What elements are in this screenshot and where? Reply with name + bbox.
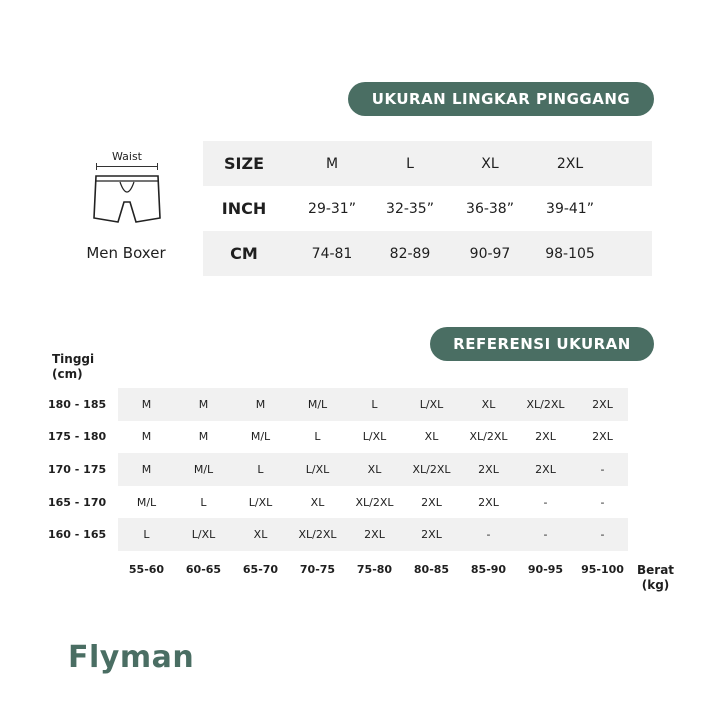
reference-table-row: [48, 421, 628, 454]
size-cell: 2XL: [421, 495, 442, 509]
size-cell: L: [200, 495, 207, 509]
waist-table-cell: 74-81: [311, 245, 353, 262]
height-axis-label-line1: Tinggi: [52, 352, 95, 366]
weight-range-label: 65-70: [242, 563, 279, 576]
size-cell: XL/2XL: [412, 462, 451, 476]
size-cell: 2XL: [535, 462, 556, 476]
waist-table-row: [203, 141, 652, 186]
size-cell: 2XL: [478, 495, 499, 509]
weight-axis-label-line1: Berat: [637, 563, 675, 577]
size-cell: L/XL: [419, 397, 444, 411]
waist-table-cell: M: [325, 155, 339, 172]
size-cell: 2XL: [364, 528, 385, 542]
waist-chart-title: UKURAN LINGKAR PINGGANG: [348, 82, 654, 116]
size-cell: M/L: [193, 462, 214, 476]
waist-row-label: INCH: [221, 199, 267, 218]
size-cell: M/L: [136, 495, 157, 509]
size-cell: -: [600, 495, 605, 509]
weight-range-label: 95-100: [581, 563, 624, 576]
waist-table-row: [203, 186, 652, 231]
size-cell: L/XL: [191, 528, 216, 542]
size-cell: XL/2XL: [526, 397, 565, 411]
weight-range-label: 85-90: [470, 563, 507, 576]
waist-table-cell: 82-89: [389, 245, 431, 262]
size-cell: L: [314, 430, 321, 444]
size-cell: -: [600, 528, 605, 542]
size-cell: 2XL: [535, 430, 556, 444]
size-cell: -: [486, 528, 491, 542]
size-cell: M: [141, 430, 152, 444]
reference-table-row: [48, 453, 628, 486]
size-cell: L: [143, 528, 150, 542]
size-cell: L/XL: [248, 495, 273, 509]
size-cell: L/XL: [362, 430, 387, 444]
size-cell: 2XL: [592, 430, 613, 444]
size-cell: XL: [367, 462, 382, 476]
size-cell: -: [543, 495, 548, 509]
waist-table-cell: XL: [481, 155, 499, 172]
waist-table-cell: L: [406, 155, 414, 172]
waist-table-cell: 2XL: [556, 155, 584, 172]
waist-table-row: [203, 231, 652, 276]
size-cell: XL/2XL: [355, 495, 394, 509]
weight-range-label: 55-60: [128, 563, 165, 576]
waist-table-cell: 39-41”: [546, 200, 594, 217]
waist-table-cell: 29-31”: [308, 200, 356, 217]
height-range-label: 180 - 185: [48, 397, 107, 411]
brand-logo: Flyman: [68, 640, 195, 675]
size-cell: 2XL: [478, 462, 499, 476]
waist-table-cell: 98-105: [545, 245, 595, 262]
size-cell: M/L: [250, 430, 271, 444]
size-cell: 2XL: [421, 528, 442, 542]
waist-measure-line: [96, 166, 158, 167]
height-axis-label-line2: (cm): [52, 367, 83, 381]
weight-axis-label-line2: (kg): [641, 578, 670, 592]
weight-range-label: 60-65: [185, 563, 222, 576]
size-cell: XL/2XL: [469, 430, 508, 444]
size-reference-table: [48, 388, 628, 551]
size-cell: -: [600, 462, 605, 476]
size-cell: L: [371, 397, 378, 411]
weight-range-label: 70-75: [299, 563, 336, 576]
reference-table-row: [48, 518, 628, 551]
size-cell: M: [255, 397, 266, 411]
size-cell: M: [198, 430, 209, 444]
weight-range-label: 75-80: [356, 563, 393, 576]
size-cell: L/XL: [305, 462, 330, 476]
weight-axis-label: [637, 563, 674, 593]
size-cell: M: [198, 397, 209, 411]
boxer-icon: [90, 172, 164, 226]
weight-range-label: 80-85: [413, 563, 450, 576]
height-range-label: 160 - 165: [48, 528, 107, 542]
height-axis-label: [52, 352, 94, 382]
height-range-label: 170 - 175: [48, 462, 107, 476]
size-cell: XL/2XL: [298, 528, 337, 542]
size-cell: M: [141, 397, 152, 411]
product-label: Men Boxer: [86, 244, 166, 262]
size-cell: XL: [481, 397, 496, 411]
size-cell: M: [141, 462, 152, 476]
waist-table-cell: 32-35”: [386, 200, 434, 217]
reference-table-row: [48, 388, 628, 421]
size-cell: XL: [424, 430, 439, 444]
size-cell: L: [257, 462, 264, 476]
reference-chart-title: REFERENSI UKURAN: [430, 327, 654, 361]
boxer-illustration: [82, 150, 172, 270]
weight-range-label: 90-95: [527, 563, 564, 576]
size-cell: XL: [310, 495, 325, 509]
size-cell: XL: [253, 528, 268, 542]
waist-row-label: SIZE: [223, 154, 264, 173]
weight-labels: [118, 563, 628, 579]
waist-table-cell: 90-97: [469, 245, 511, 262]
reference-table-row: [48, 486, 628, 519]
size-cell: -: [543, 528, 548, 542]
waist-row-label: CM: [230, 244, 258, 263]
height-range-label: 165 - 170: [48, 495, 107, 509]
waist-label: Waist: [111, 150, 142, 163]
waist-table-cell: 36-38”: [466, 200, 514, 217]
height-range-label: 175 - 180: [48, 430, 107, 444]
waist-size-table: [203, 141, 652, 276]
size-cell: 2XL: [592, 397, 613, 411]
size-cell: M/L: [307, 397, 328, 411]
